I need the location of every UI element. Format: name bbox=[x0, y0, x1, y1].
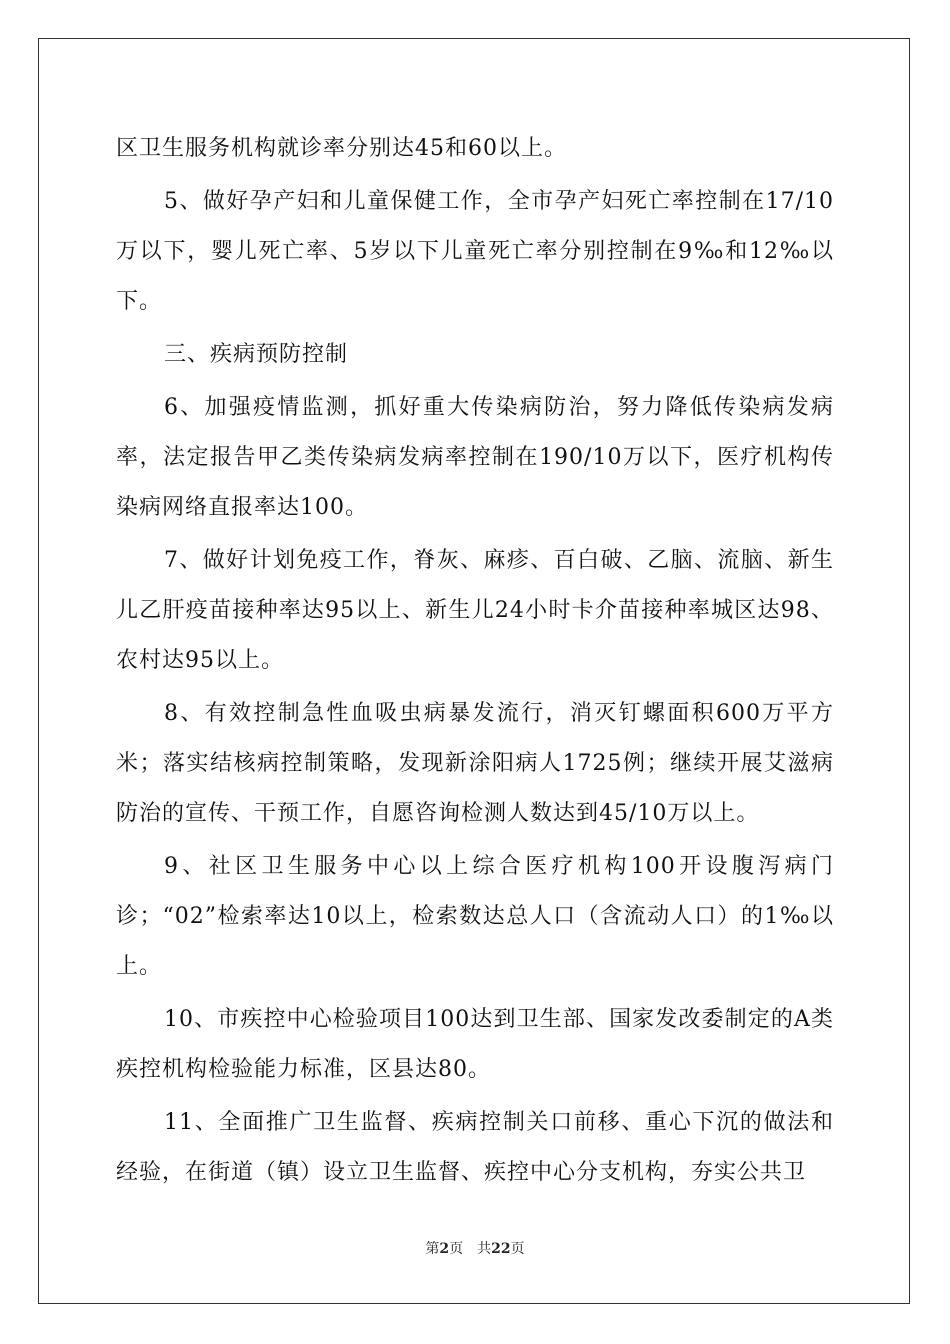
paragraph-item-8: 8、有效控制急性血吸虫病暴发流行，消灭钉螺面积600万平方米；落实结核病控制策略，发现新涂阳病人1725例；继续开展艾滋病防治的宣传、干预工作，自愿咨询检测人数达到45/10万以上。 bbox=[116, 701, 834, 826]
footer-page-prefix: 第 bbox=[425, 1241, 440, 1257]
paragraph-0: 区卫生服务机构就诊率分别达45和60以上。 bbox=[116, 136, 567, 161]
paragraph-item-10: 10、市疾控中心检验项目100达到卫生部、国家发改委制定的A类疾控机构检验能力标准，区县达80。 bbox=[116, 1007, 834, 1082]
paragraph-item-5: 5、做好孕产妇和儿童保健工作，全市孕产妇死亡率控制在17/10万以下，婴儿死亡率、5岁以下儿童死亡率分别控制在9‰和12‰以下。 bbox=[116, 189, 834, 314]
document-body bbox=[116, 124, 834, 1201]
footer-total-prefix: 共 bbox=[477, 1241, 492, 1257]
footer-total-pages: 22 bbox=[491, 1241, 511, 1257]
page-footer bbox=[0, 1238, 950, 1258]
paragraph-item-7: 7、做好计划免疫工作，脊灰、麻疹、百白破、乙脑、流脑、新生儿乙肝疫苗接种率达95以上、新生儿24小时卡介苗接种率城区达98、农村达95以上。 bbox=[116, 548, 834, 673]
paragraph-item-11: 11、全面推广卫生监督、疾病控制关口前移、重心下沉的做法和经验，在街道（镇）设立卫生监督、疾控中心分支机构，夯实公共卫 bbox=[116, 1110, 834, 1185]
section-heading: 三、疾病预防控制 bbox=[164, 342, 349, 367]
paragraph-item-9: 9、社区卫生服务中心以上综合医疗机构100开设腹泻病门诊；“02”检索率达10以上，检索数达总人口（含流动人口）的1‰以上。 bbox=[116, 854, 834, 979]
footer-page-unit: 页 bbox=[449, 1241, 464, 1257]
footer-page-number: 2 bbox=[439, 1241, 450, 1257]
paragraph-item-6: 6、加强疫情监测，抓好重大传染病防治，努力降低传染病发病率，法定报告甲乙类传染病发病率控制在190/10万以下，医疗机构传染病网络直报率达100。 bbox=[116, 395, 834, 520]
footer-total-unit: 页 bbox=[510, 1241, 525, 1257]
